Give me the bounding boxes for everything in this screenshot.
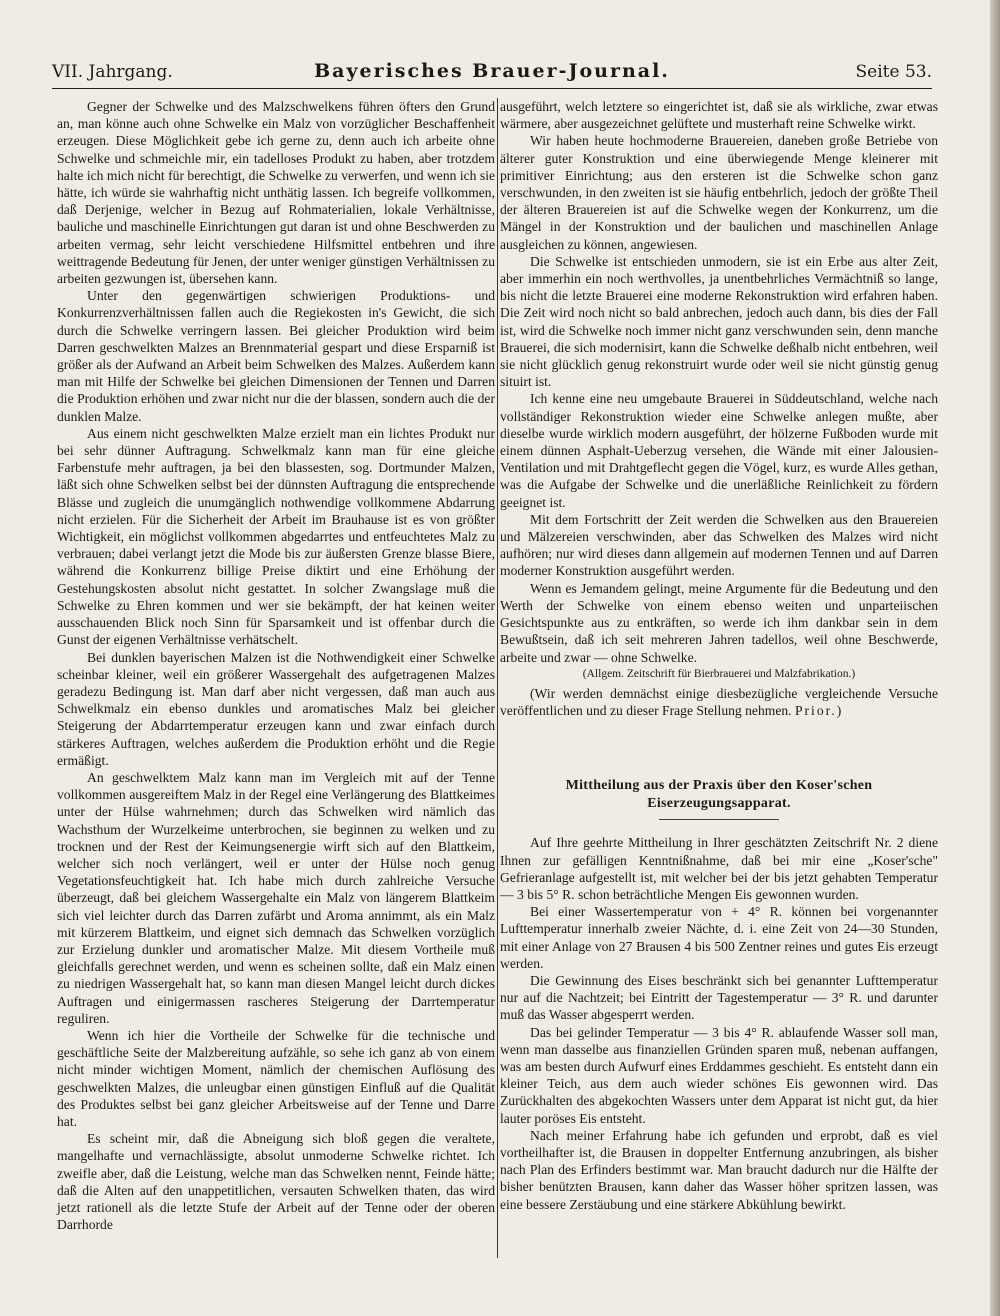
column-divider bbox=[497, 98, 498, 1258]
paragraph: Bei dunklen bayerischen Malzen ist die Nothwendigkeit einer Schwelke scheinbar kleiner, weil ein größerer Wassergehalt des aufgetragenen Malzes geradezu Bedingung ist. Man darf aber nicht vergessen, daß man auch aus Schwelkmalz ein ebenso dunkles und aromatisches Malz bei gleicher Steigerung der Abdarrtemperatur erzeugen kann und zwar einfach durch stärkeres Auftragen, welches außerdem die Produktion erhöht und die Regie ermäßigt. bbox=[57, 649, 495, 768]
paragraph: Das bei gelinder Temperatur — 3 bis 4° R. ablaufende Wasser soll man, wenn man dasselbe aus finanziellen Gründen sparen muß, nebenan auffangen, was am besten durch Aufwurf eines Erddammes geschieht. Es entsteht dann ein kleiner Teich, aus dem auch wieder schönes Eis gewonnen wird. Das Zurückhalten des abgekochten Wassers unter dem Apparat ist nicht gut, da hier lauter poröses Eis entsteht. bbox=[500, 1024, 938, 1126]
paragraph: Gegner der Schwelke und des Malzschwelkens führen öfters den Grund an, man könne auch ohne Schwelke ein Malz von vorzüglicher Beschaffenheit erzeugen. Diese Möglichkeit gebe ich gerne zu, denn auch ich arbeite ohne Schwelke und schmeichle mir, ein tadelloses Produkt zu haben, aber trotzdem halte ich mich nicht für berechtigt, die Schwelke zu verwerfen, und wenn ich sie hätte, ich würde sie wahrhaftig nicht unthätig lassen. Ich begreife vollkommen, daß Derjenige, welcher in Bezug auf Rohmaterialien, lokale Verhältnisse, bauliche und maschinelle Einrichtungen gut daran ist und ohne Beschwerden zu arbeiten vermag, sehr leicht verschiedene Hilfsmittel entbehren und ihre weittragende Bedeutung für Jenen, der unter weniger günstigen Verhältnissen zu arbeiten gezwungen ist, übersehen kann. bbox=[57, 99, 495, 287]
paragraph: ausgeführt, welch letztere so eingerichtet ist, daß sie als wirkliche, zwar etwas wärmere, aber ausgezeichnet gelüftete und musterhaft reine Schwelke wirkt. bbox=[500, 99, 938, 132]
paragraph: Es scheint mir, daß die Abneigung sich bloß gegen die veraltete, mangelhafte und vernachlässigte, absolut unmoderne Schwelke richtet. Ich zweifle aber, daß die Leistung, welche man das Schwelken nennt, Feinde hätte; daß die Alten auf den unappetitlichen, versauten Schwelken thaten, das wird jetzt rationell als die letzte Stufe der Arbeit auf der Tenne oder der oberen Darrhorde bbox=[57, 1131, 495, 1233]
paragraph: Auf Ihre geehrte Mittheilung in Ihrer geschätzten Zeitschrift Nr. 2 diene Ihnen zur gefälligen Kenntnißnahme, daß bei mir eine „Koser'sche" Gefrieranlage aufgestellt ist, mit welcher bei der bis jetzt gehabten Temperatur — 3 bis 5° R. schon beträchtliche Mengen Eis gewonnen wurden. bbox=[500, 835, 938, 902]
paragraph: Unter den gegenwärtigen schwierigen Produktions- und Konkurrenzverhältnissen fallen auch die Regiekosten in's Gewicht, die sich durch die Schwelke verringern lassen. Bei gleicher Produktion wird beim Darren geschwelkten Malzes an Brennmaterial gespart und diese Ersparniß ist größer als der Aufwand an Arbeit beim Schwelken des Malzes. Außerdem kann man mit Hilfe der Schwelke bei gleichen Dimensionen der Tennen und Darren die Produktion erhöhen und zwar nicht nur die der blassen, sondern auch die der dunklen Malze. bbox=[57, 288, 495, 424]
paragraph: Aus einem nicht geschwelkten Malze erzielt man ein lichtes Produkt nur bei sehr dünner Auftragung. Schwelkmalz kann man für eine gleiche Farbenstufe mehr auftragen, ja bei den blassesten, sog. Dortmunder Malzen, läßt sich ohne Schwelken selbst bei der dünnsten Auftragung die entsprechende Blässe und zugleich die unumgänglich nothwendige vollkommene Abdarrung nicht erzielen. Für die Sicherheit der Arbeit im Brauhause ist es von größter Wichtigkeit, ein möglichst vollkommen abgedarrtes und entfeuchtetes Malz zu verbrauen; dabei verlangt jetzt die Mode bis zur äußersten Grenze blasse Biere, während die Konkurrenz billige Preise diktirt und eine Erhöhung der Gestehungskosten absolut nicht gestattet. In solcher Zwangslage muß die Schwelke zu Ehren kommen und wer sie bekämpft, der hat keinen weiter ausschauenden Blick noch Sinn für Sparsamkeit und ist offenbar durch die Gunst der eigenen Verhältnisse verhätschelt. bbox=[57, 425, 495, 648]
paragraph: Ich kenne eine neu umgebaute Brauerei in Süddeutschland, welche nach vollständiger Rekonstruktion wieder eine Schwelke anlegen mußte, aber dieselbe wurde wirklich modern ausgeführt, der hölzerne Fußboden wurde mit einem dünnen Asphalt-Ueberzug versehen, die Wände mit einer Jalousien-Ventilation und mit Drahtgeflecht gegen die Vögel, kurz, es wurde Alles gethan, was die Aufgabe der Schwelke und die unerläßliche Reinlichkeit zu fördern geeignet ist. bbox=[500, 391, 938, 510]
paragraph: Bei einer Wassertemperatur von + 4° R. können bei vorgenannter Lufttemperatur innerhalb zweier Nächte, d. i. eine Zeit von 24—30 Stunden, mit einer Anlage von 27 Brausen 4 bis 500 Zentner reines und gutes Eis erzeugt werden. bbox=[500, 904, 938, 971]
paragraph: Nach meiner Erfahrung habe ich gefunden und erprobt, daß es viel vortheilhafter ist, die Brausen in doppelter Entfernung anzubringen, als bisher nach Plan des Erfinders bestimmt war. Man braucht dadurch nur die Hälfte der bisher benützten Brausen, kann daher das Wasser höher spritzen lassen, was eine bessere Zerstäubung und eine stärkere Abkühlung bewirkt. bbox=[500, 1127, 938, 1212]
paragraph: An geschwelktem Malz kann man im Vergleich mit auf der Tenne vollkommen ausgereiftem Malz in der Regel eine Verlängerung des Blattkeimes unter der Hülse wahrnehmen; durch das Schwelken wird nämlich das Wachsthum der Wurzelkeime unterbrochen, sie beginnen zu welken und zu trocknen und der Rest der Keimungsenergie wirft sich auf den Blattkeim, welcher sich noch verlängert, weil er unter der Hülse noch genug Vegetationsfeuchtigkeit hat. Ich habe mich durch zahlreiche Versuche überzeugt, daß bei gleichem Wassergehalte ein Malz von längerem Blattkeim sich viel leichter durch das Darren zufärbt und Aroma annimmt, als ein Malz mit kürzerem Blattkeim, und eignet sich demnach das Schwelken vorzüglich zur Erzielung dunkler und aromatischer Malze. Mit diesem Vortheile muß gleichfalls gerechnet werden, und wenn es scheinen sollte, daß ein Malz einen zu niedrigen Wassergehalt hat, so kann man diesen Mangel leicht durch dickes Auftragen und einigermassen rascheres Steigerung der Darrtemperatur reguliren. bbox=[57, 769, 495, 1026]
paragraph: Die Gewinnung des Eises beschränkt sich bei genannter Lufttemperatur nur auf die Nachtzeit; bei Eintritt der Tagestemperatur — 3° R. und darunter muß das Wasser abgesperrt werden. bbox=[500, 972, 938, 1023]
paragraph: Die Schwelke ist entschieden unmodern, sie ist ein Erbe aus alter Zeit, aber immerhin ein noch werthvolles, ja unentbehrliches Vermächtniß so lange, bis nicht die letzte Brauerei eine moderne Rekonstruktion wird erfahren haben. Die Zeit wird noch nicht so bald anbrechen, jedoch auch dann, bis dies der Fall ist, wird die Schwelke noch immer nicht ganz verschwunden sein, denn manche Brauerei, die sich modernisirt, kann die Schwelke deßhalb nicht entbehren, weil sie nicht glücklich genug rekonstruirt wurde oder weil sie nicht günstig genug situirt ist. bbox=[500, 253, 938, 390]
article-title: Mittheilung aus der Praxis über den Koser'schen Eiserzeugungsapparat. bbox=[565, 778, 873, 812]
source-citation: (Allgem. Zeitschrift für Bierbrauerei und Malzfabrikation.) bbox=[582, 667, 856, 680]
page-header bbox=[52, 60, 932, 88]
page-edge bbox=[990, 0, 1000, 1316]
section-gap bbox=[500, 719, 938, 777]
title-rule bbox=[659, 819, 779, 820]
paragraph: Wir haben heute hochmoderne Brauereien, daneben große Betriebe von älterer guter Konstruktion und eine überwiegende Menge kleinerer mit primitiver Einrichtung; aus den ersteren ist die Schwelke schon ganz verschwunden, in den zweiten ist sie häufig entbehrlich, jedoch der größte Theil der älteren Brauereien ist auf die Schwelke wegen der Konkurrenz, um die Mängel in der Konstruktion und der baulichen und maschinellen Anlage ausgleichen zu können, angewiesen. bbox=[500, 133, 938, 252]
left-column bbox=[57, 98, 495, 1233]
right-column bbox=[500, 98, 938, 1213]
journal-title: Bayerisches Brauer-Journal. bbox=[314, 60, 670, 82]
page-number: Seite 53. bbox=[855, 62, 932, 82]
volume-label: VII. Jahrgang. bbox=[52, 62, 173, 82]
editor-signature: Prior.) bbox=[794, 703, 844, 719]
paragraph: Wenn es Jemandem gelingt, meine Argumente für die Bedeutung und den Werth der Schwelke von einem ebenso weiten und unparteiischen Gesichtspunkte aus zu entkräften, so werde ich ihm dankbar sein in dem Bewußtsein, daß ich seit mehreren Jahren tadellos, weil ohne Beschwerde, arbeite und zwar — ohne Schwelke. bbox=[500, 580, 938, 665]
paragraph: Mit dem Fortschritt der Zeit werden die Schwelken aus den Brauereien und Mälzereien verschwinden, aber das Schwelken des Malzes wird nicht aufhören; nur wird dieses dann allgemein auf modernen Tennen und auf Darren moderner Konstruktion ausgeführt werden. bbox=[500, 511, 938, 579]
header-rule bbox=[52, 88, 932, 89]
paragraph: Wenn ich hier die Vortheile der Schwelke für die technische und geschäftliche Seite der Malzbereitung aufzähle, so sehe ich ganz ab von einem nicht minder wichtigen Moment, nämlich der chemischen Auflösung des geschwelkten Malzes, die unleugbar einen günstigen Einfluß auf die Qualität des Produktes selbst bei ganz gleicher Arbeitsweise auf der Tenne und Darre hat. bbox=[57, 1027, 495, 1129]
editor-note-text: (Wir werden demnächst einige diesbezügliche vergleichende Versuche veröffentlichen und zu dieser Frage Stellung nehmen. bbox=[500, 685, 938, 719]
editor-note bbox=[500, 685, 938, 719]
